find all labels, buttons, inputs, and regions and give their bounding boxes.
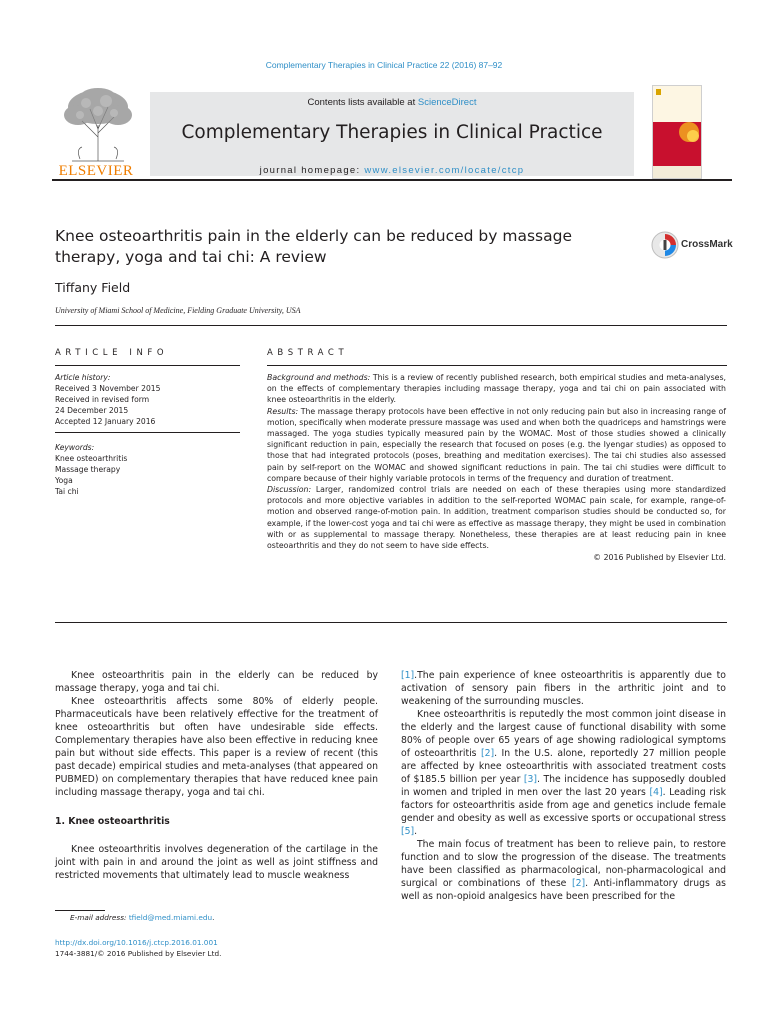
- history-label: Article history:: [55, 373, 111, 382]
- body-text: Knee osteoarthritis is reputedly the most common joint disease in the elderly and the largest cause of functional disability with some 80% of people over 65 years of age showing radiological symptoms of osteoarthritis: [401, 709, 726, 759]
- abstract-background-text: This is a review of recently published research, both empirical studies and meta-analyses, on the effects of complementary therapies including massage therapy, yoga and tai chi on pain associated with knee osteoarthritis in the elderly.: [267, 373, 726, 405]
- abstract-discussion-text: Larger, randomized control trials are needed on each of these therapies using more standardized protocols and more objective variables in addition to the self-reported WOMAC pain scale, for example, range-of-motion and observed range-of-motion pain. In addition, treatment comparison studies should be conducted so, for example, if the lower-cost yoga and tai chi were as effective as massage therapy, they might be used in combination with or as supplemental to massage therapy. Nonetheless, these therapies are at least reducing pain in knee osteoarthritis and they do not seem to have side effects.: [267, 485, 726, 551]
- keywords-label: Keywords:: [55, 443, 95, 452]
- journal-homepage: [150, 165, 634, 176]
- reference-link[interactable]: [1]: [401, 670, 415, 681]
- section-heading: 1. Knee osteoarthritis: [55, 816, 170, 827]
- article-info-rule: [55, 365, 240, 366]
- body-paragraph: Knee osteoarthritis affects some 80% of elderly people. Pharmaceuticals have been relatively effective for the treatment of knee osteoarthritis but often have undesirable side effects. Complementary therapies have also been effective in reducing knee pain but without side effects. This paper is a review of recent (this past decade) empirical studies and meta-analyses (that appeared on PUBMED) on complementary therapies that have reduced knee pain including massage therapy, yoga and tai chi.: [55, 696, 378, 798]
- body-paragraph: [401, 669, 726, 708]
- reference-link[interactable]: [4]: [649, 787, 663, 798]
- keyword-item: Yoga: [55, 476, 73, 485]
- crossmark-label: CrossMark: [681, 239, 733, 250]
- issn-copyright: 1744-3881/© 2016 Published by Elsevier Ltd.: [55, 949, 222, 958]
- reference-link[interactable]: [2]: [480, 748, 495, 759]
- journal-homepage-link[interactable]: www.elsevier.com/locate/ctcp: [364, 165, 525, 176]
- body-text: The main focus of treatment has been to relieve pain, to restore function and to slow the progression of the disease. The treatments have been classified as pharmacological, non-pharmacological and surgical or combinations of these: [401, 839, 726, 889]
- article-info-panel: [55, 372, 240, 511]
- body-paragraph: [401, 838, 726, 903]
- publisher-wordmark: ELSEVIER: [58, 163, 134, 179]
- body-paragraph: Knee osteoarthritis involves degeneration of the cartilage in the joint with pain in and around the joint as well as joint stiffness and restricted movements that ultimately lead to muscle weakness: [55, 844, 378, 881]
- keyword-item: Knee osteoarthritis: [55, 454, 128, 463]
- keyword-item: Massage therapy: [55, 465, 121, 474]
- keywords-block: [55, 442, 240, 502]
- author-affiliation: University of Miami School of Medicine, Fielding Graduate University, USA: [55, 306, 301, 315]
- reference-link[interactable]: [5]: [401, 826, 415, 837]
- body-right-column: [401, 669, 726, 903]
- body-text: . Anti-inflammatory drugs as well as non-opioid analgesics have been prescribed for the: [401, 878, 726, 902]
- abstract-background: [267, 372, 726, 406]
- history-item: Received 3 November 2015: [55, 384, 161, 393]
- body-paragraph: Knee osteoarthritis pain in the elderly can be reduced by massage therapy, yoga and tai chi.: [55, 670, 378, 694]
- body-paragraph: [401, 708, 726, 838]
- email-link[interactable]: tfield@med.miami.edu: [128, 913, 213, 922]
- history-item: Received in revised form: [55, 395, 150, 404]
- keyword-item: Tai chi: [55, 487, 79, 496]
- doi-link[interactable]: http://dx.doi.org/10.1016/j.ctcp.2016.01.001: [55, 938, 218, 947]
- crossmark-badge[interactable]: [651, 231, 731, 259]
- journal-header: [52, 85, 732, 181]
- journal-cover-image: [653, 86, 701, 178]
- body-text: . The incidence has supposedly doubled in women and tripled in men over the last 20 years: [401, 774, 726, 798]
- abstract-heading: ABSTRACT: [267, 348, 349, 358]
- history-item: 24 December 2015: [55, 406, 129, 415]
- email-footnote: [70, 913, 214, 922]
- contents-availability: [150, 97, 634, 108]
- divider-top: [55, 325, 727, 326]
- journal-cover-thumbnail: [652, 85, 702, 179]
- crossmark-icon: [651, 231, 679, 259]
- history-item: Accepted 12 January 2016: [55, 417, 156, 426]
- email-label: E-mail address:: [70, 913, 127, 922]
- contents-prefix: Contents lists available at: [307, 97, 418, 108]
- reference-link[interactable]: [2]: [571, 878, 586, 889]
- abstract-body: [267, 372, 726, 563]
- body-text: .: [414, 826, 418, 837]
- body-text: .The pain experience of knee osteoarthritis is apparently due to activation of sensory pain fibers in the arthritic joint and to weakening of the surrounding muscles.: [401, 670, 726, 707]
- body-text: . In the U.S. alone, reportedly 27 million people are affected by knee osteoarthritis with associated treatment costs of $185.5 billion per year: [401, 748, 726, 785]
- abstract-results-lead: Results:: [267, 406, 299, 416]
- footnote-rule: [55, 910, 105, 911]
- elsevier-tree-icon: [52, 85, 144, 163]
- abstract-discussion: [267, 484, 726, 551]
- abstract-copyright: © 2016 Published by Elsevier Ltd.: [593, 553, 726, 563]
- email-suffix: .: [212, 913, 215, 922]
- abstract-background-lead: Background and methods:: [267, 373, 371, 382]
- homepage-prefix: journal homepage:: [259, 165, 365, 176]
- journal-title-box: [150, 92, 634, 176]
- body-text: . Leading risk factors for osteoarthritis aside from age and genetics include female gender and obesity as well as excessive sports or occupational stress: [401, 787, 727, 824]
- abstract-discussion-lead: Discussion:: [267, 485, 312, 495]
- divider-bottom: [55, 622, 727, 623]
- journal-citation-line[interactable]: Complementary Therapies in Clinical Practice 22 (2016) 87–92: [265, 60, 503, 70]
- article-title: Knee osteoarthritis pain in the elderly can be reduced by massage therapy, yoga and tai chi: A review: [55, 227, 572, 266]
- article-history: [55, 372, 240, 433]
- abstract-results-text: The massage therapy protocols have been effective in not only reducing pain but also in increasing range of motion, specifically when moderate pressure massage was used and when both the quadriceps and hamstrings were massaged. The yoga studies typically measured pain by the WOMAC. Most of those studies showed a clinically significant reduction in pain, especially the research that focused on poses (e.g. the Iyengar studies) as opposed to those that had integrated protocols (poses, breathing and meditation exercises). The tai chi studies also assessed pain by self-report on the WOMAC and showed significant reductions in pain. The tai chi studies were difficult to compare because of their highly variable protocols in terms of the frequency and duration of treatment.: [267, 406, 726, 483]
- article-info-heading: ARTICLE INFO: [55, 348, 169, 358]
- body-left-column: [55, 669, 378, 882]
- reference-link[interactable]: [3]: [523, 774, 538, 785]
- journal-title: Complementary Therapies in Clinical Practice: [181, 122, 603, 143]
- author-name: Tiffany Field: [55, 280, 131, 295]
- abstract-rule: [267, 365, 727, 366]
- sciencedirect-link[interactable]: ScienceDirect: [417, 97, 477, 108]
- abstract-results: [267, 406, 726, 484]
